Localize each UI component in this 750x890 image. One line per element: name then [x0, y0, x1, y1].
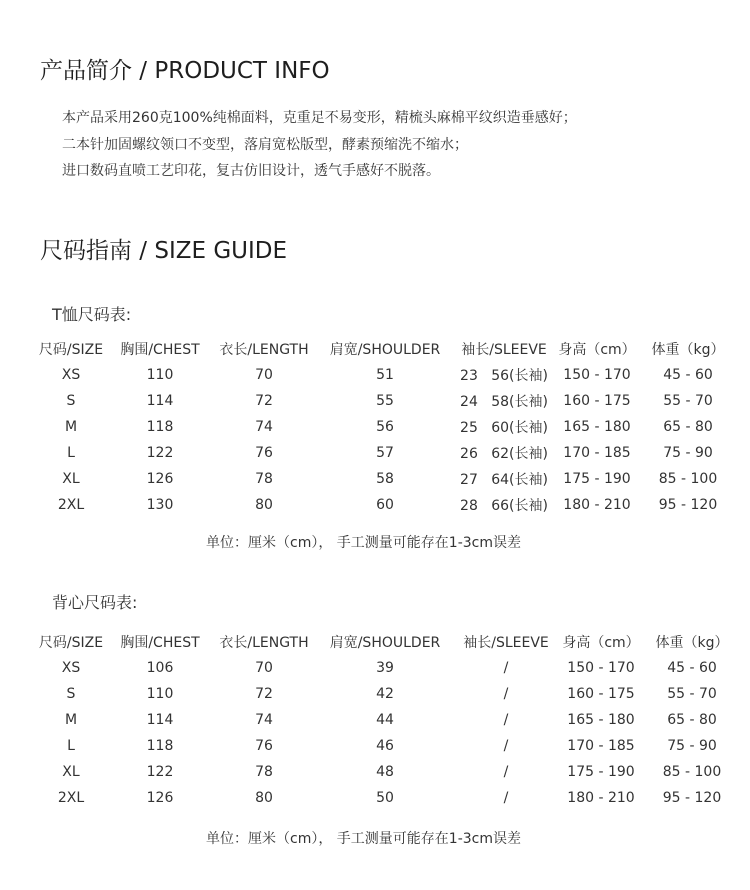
cell-weight: 65 - 80 [667, 712, 717, 728]
table-row [36, 681, 738, 707]
header-length: 衣长/LENGTH [219, 342, 309, 358]
cell-sleeve: 24 58(长袖) [460, 394, 548, 410]
cell-size: XS [61, 660, 81, 676]
header-shoulder: 肩宽/SHOULDER [329, 635, 441, 651]
cell-size: XL [62, 471, 80, 487]
cell-height: 180 - 210 [563, 497, 631, 513]
cell-shoulder: 42 [376, 686, 394, 702]
cell-height: 175 - 190 [563, 471, 631, 487]
vest-size-subtitle: 背心尺码表: [52, 593, 138, 612]
cell-height: 170 - 185 [563, 445, 631, 461]
cell-size: M [64, 712, 78, 728]
cell-length: 78 [255, 764, 273, 780]
cell-shoulder: 44 [376, 712, 394, 728]
cell-height: 170 - 185 [567, 738, 635, 754]
cell-shoulder: 46 [376, 738, 394, 754]
vest-unit-note: 单位：厘米（cm）， 手工测量可能存在1-3cm误差 [206, 831, 521, 847]
cell-chest: 106 [146, 660, 174, 676]
cell-weight: 45 - 60 [663, 367, 713, 383]
header-weight: 体重（kg） [651, 342, 725, 358]
cell-sleeve: / [503, 738, 509, 754]
table-row [36, 707, 738, 733]
cell-size: XL [62, 764, 80, 780]
cell-chest: 110 [146, 367, 174, 383]
cell-length: 78 [255, 471, 273, 487]
cell-chest: 118 [146, 738, 174, 754]
header-weight: 体重（kg） [655, 635, 729, 651]
cell-height: 165 - 180 [567, 712, 635, 728]
cell-chest: 126 [146, 471, 174, 487]
cell-shoulder: 55 [376, 393, 394, 409]
cell-chest: 122 [146, 764, 174, 780]
header-sleeve: 袖长/SLEEVE [463, 635, 549, 651]
table-row [36, 759, 738, 785]
table-row [36, 388, 734, 414]
cell-chest: 114 [146, 393, 174, 409]
cell-length: 74 [255, 712, 273, 728]
cell-length: 74 [255, 419, 273, 435]
header-height: 身高（cm） [562, 635, 640, 651]
cell-weight: 95 - 120 [662, 790, 722, 806]
cell-length: 80 [255, 497, 273, 513]
cell-height: 150 - 170 [563, 367, 631, 383]
product-info-line-1: 本产品采用260克100%纯棉面料，克重足不易变形，精梳头麻棉平纹织造垂感好； [62, 110, 577, 126]
cell-shoulder: 60 [376, 497, 394, 513]
cell-size: L [67, 738, 75, 754]
cell-sleeve: / [503, 686, 509, 702]
cell-shoulder: 51 [376, 367, 394, 383]
header-sleeve: 袖长/SLEEVE [461, 342, 547, 358]
cell-length: 76 [255, 738, 273, 754]
header-size: 尺码/SIZE [38, 635, 104, 651]
cell-size: M [64, 419, 78, 435]
tshirt-size-subtitle: T恤尺码表: [52, 305, 132, 324]
cell-shoulder: 56 [376, 419, 394, 435]
table-row [36, 440, 734, 466]
header-length: 衣长/LENGTH [219, 635, 309, 651]
header-height: 身高（cm） [558, 342, 636, 358]
tshirt-header-row [36, 336, 734, 362]
cell-size: S [66, 393, 76, 409]
cell-height: 160 - 175 [563, 393, 631, 409]
cell-weight: 75 - 90 [663, 445, 713, 461]
header-chest: 胸围/CHEST [120, 342, 200, 358]
table-row [36, 492, 734, 518]
header-chest: 胸围/CHEST [120, 635, 200, 651]
cell-sleeve: / [503, 790, 509, 806]
cell-shoulder: 50 [376, 790, 394, 806]
vest-size-table [36, 629, 738, 811]
size-guide-title: 尺码指南 / SIZE GUIDE [40, 238, 288, 264]
cell-chest: 118 [146, 419, 174, 435]
cell-size: S [66, 686, 76, 702]
cell-shoulder: 58 [376, 471, 394, 487]
cell-length: 70 [255, 367, 273, 383]
cell-shoulder: 39 [376, 660, 394, 676]
table-row [36, 785, 738, 811]
header-shoulder: 肩宽/SHOULDER [329, 342, 441, 358]
cell-size: XS [61, 367, 81, 383]
cell-height: 165 - 180 [563, 419, 631, 435]
cell-length: 72 [255, 393, 273, 409]
table-row [36, 655, 738, 681]
cell-chest: 126 [146, 790, 174, 806]
cell-height: 175 - 190 [567, 764, 635, 780]
header-size: 尺码/SIZE [38, 342, 104, 358]
cell-size: 2XL [57, 497, 85, 513]
table-row [36, 414, 734, 440]
cell-length: 76 [255, 445, 273, 461]
cell-chest: 122 [146, 445, 174, 461]
cell-weight: 85 - 100 [662, 764, 722, 780]
cell-weight: 85 - 100 [658, 471, 718, 487]
cell-weight: 75 - 90 [667, 738, 717, 754]
cell-weight: 45 - 60 [667, 660, 717, 676]
cell-weight: 55 - 70 [667, 686, 717, 702]
cell-height: 180 - 210 [567, 790, 635, 806]
cell-sleeve: 26 62(长袖) [460, 446, 548, 462]
table-row [36, 733, 738, 759]
cell-sleeve: / [503, 660, 509, 676]
cell-weight: 95 - 120 [658, 497, 718, 513]
table-row [36, 362, 734, 388]
cell-size: L [67, 445, 75, 461]
cell-size: 2XL [57, 790, 85, 806]
cell-length: 70 [255, 660, 273, 676]
cell-sleeve: / [503, 712, 509, 728]
cell-shoulder: 57 [376, 445, 394, 461]
cell-sleeve: 28 66(长袖) [460, 498, 548, 514]
cell-length: 80 [255, 790, 273, 806]
cell-sleeve: 27 64(长袖) [460, 472, 548, 488]
table-row [36, 466, 734, 492]
cell-weight: 55 - 70 [663, 393, 713, 409]
tshirt-unit-note: 单位：厘米（cm）， 手工测量可能存在1-3cm误差 [206, 535, 521, 551]
tshirt-size-table [36, 336, 734, 518]
product-info-line-3: 进口数码直喷工艺印花，复古仿旧设计，透气手感好不脱落。 [62, 163, 440, 179]
cell-sleeve: 25 60(长袖) [460, 420, 548, 436]
cell-weight: 65 - 80 [663, 419, 713, 435]
vest-header-row [36, 629, 738, 655]
cell-chest: 130 [146, 497, 174, 513]
cell-length: 72 [255, 686, 273, 702]
cell-chest: 114 [146, 712, 174, 728]
cell-height: 160 - 175 [567, 686, 635, 702]
cell-shoulder: 48 [376, 764, 394, 780]
cell-chest: 110 [146, 686, 174, 702]
product-info-line-2: 二本针加固螺纹领口不变型，落肩宽松版型，酵素预缩洗不缩水； [62, 137, 468, 153]
cell-sleeve: / [503, 764, 509, 780]
cell-height: 150 - 170 [567, 660, 635, 676]
product-info-title: 产品简介 / PRODUCT INFO [40, 58, 330, 84]
cell-sleeve: 23 56(长袖) [460, 368, 548, 384]
